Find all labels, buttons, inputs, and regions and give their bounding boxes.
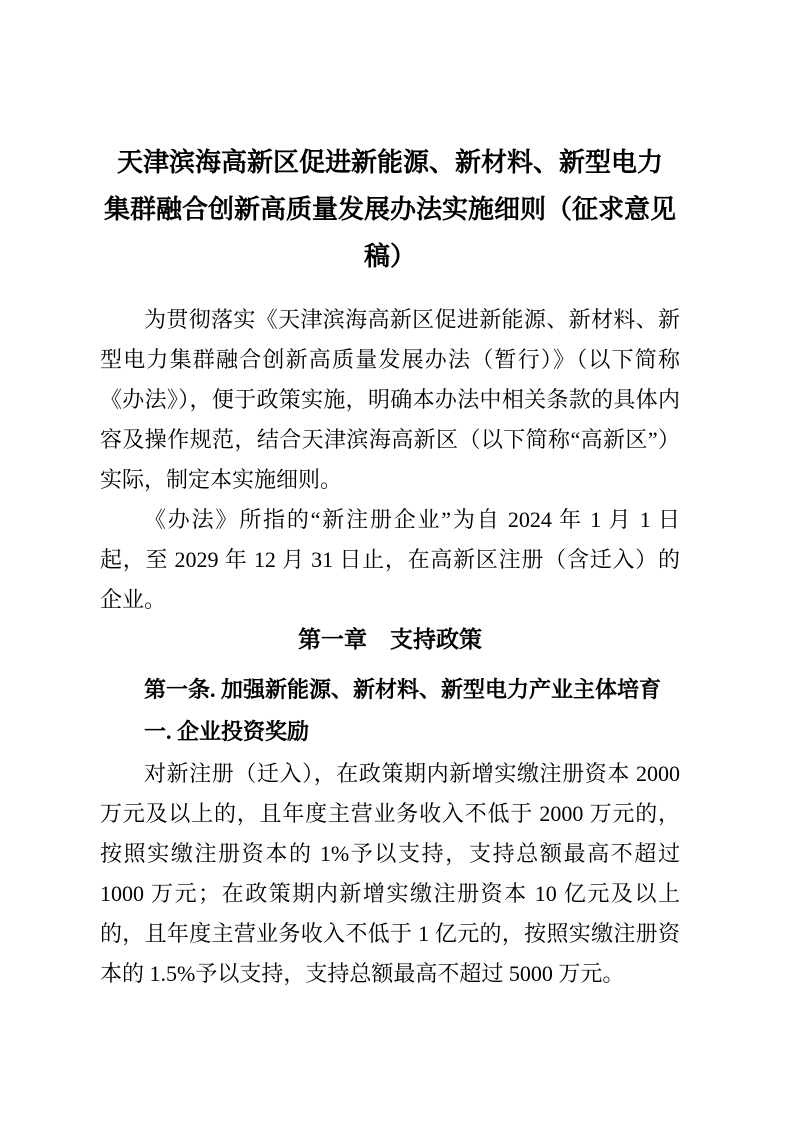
document-title-line-3: 稿）: [363, 241, 416, 271]
article-1-heading: 第一条. 加强新能源、新材料、新型电力产业主体培育: [144, 677, 662, 702]
document-title-line-2: 集群融合创新高质量发展办法实施细则（征求意见: [103, 194, 676, 224]
document-title: [100, 139, 680, 280]
section-1-body-paragraph: 对新注册（迁入），在政策期内新增实缴注册资本 2000 万元及以上的，且年度主营业务收入不低于 2000 万元的，按照实缴注册资本的 1%予以支持，支持总额最高不超过 1000 万元；在政策期内新增实缴注册资本 10 亿元及以上的，且年度主营业务收入不低于 1 亿元的，按照实缴注册资本的 1.5%予以支持，支持总额最高不超过 5000 万元。: [100, 761, 680, 986]
intro-paragraph-1: 为贯彻落实《天津滨海高新区促进新能源、新材料、新型电力集群融合创新高质量发展办法（暂行）》（以下简称《办法》），便于政策实施，明确本办法中相关条款的具体内容及操作规范，结合天津滨海高新区（以下简称“高新区”）实际，制定本实施细则。: [100, 307, 680, 492]
document-title-line-1: 天津滨海高新区促进新能源、新材料、新型电力: [116, 147, 663, 177]
document-content: [100, 0, 680, 994]
section-1-heading: 一. 企业投资奖励: [144, 719, 310, 744]
intro-paragraph-2: 《办法》所指的“新注册企业”为自 2024 年 1 月 1 日起，至 2029 年 12 月 31 日止，在高新区注册（含迁入）的企业。: [100, 507, 680, 612]
chapter-1-heading: 第一章 支持政策: [298, 627, 482, 652]
